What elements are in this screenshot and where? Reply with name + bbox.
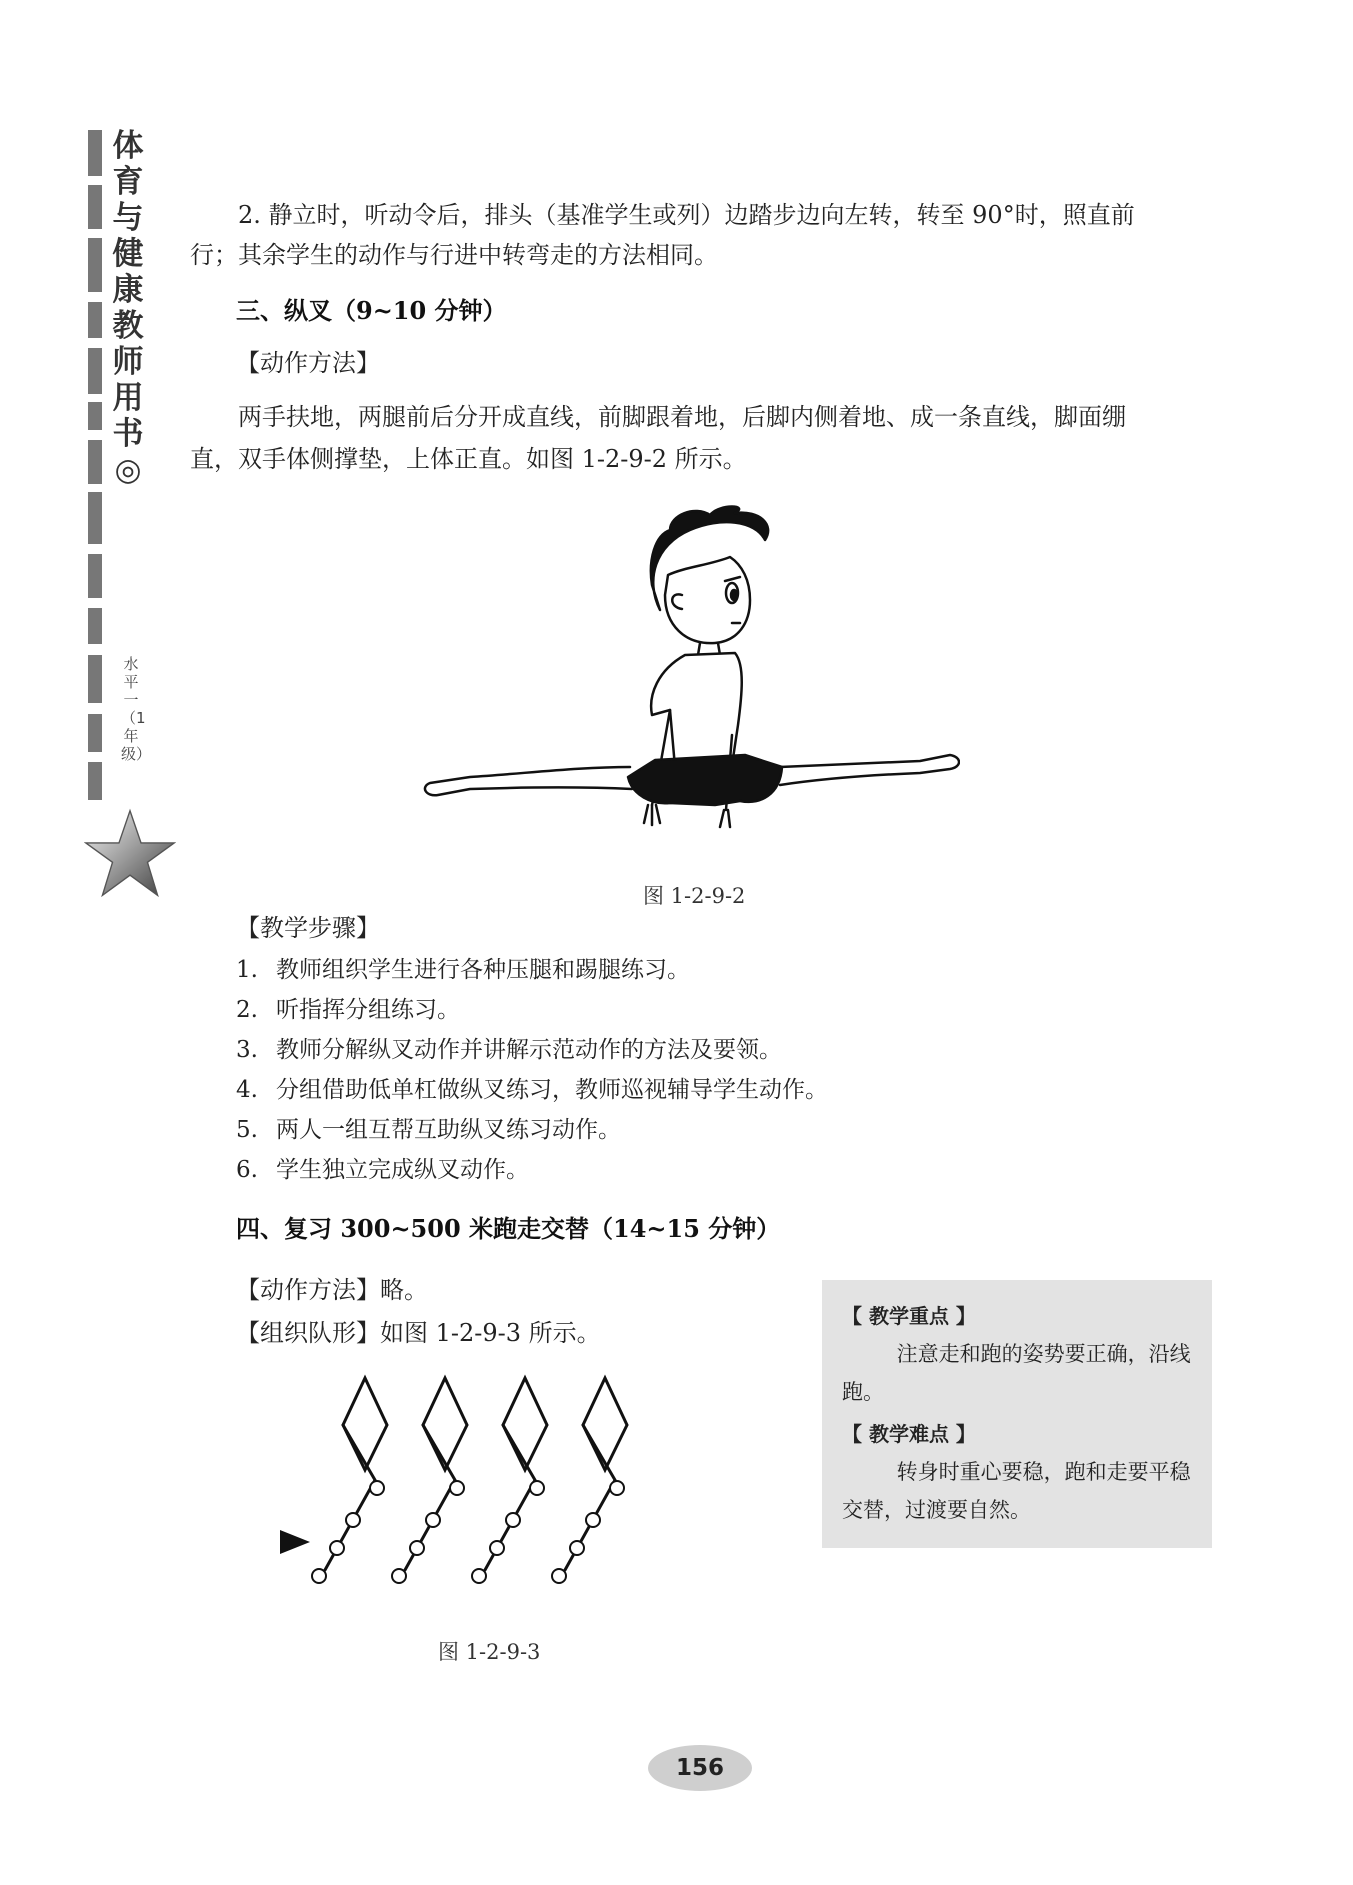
figure-2-caption: 图 1-2-9-3 (438, 1640, 541, 1664)
formation-lane (392, 1378, 467, 1583)
direction-arrow-icon (280, 1530, 310, 1554)
section-3-heading: 三、纵叉（9~10 分钟） (236, 296, 507, 325)
list-item: 3. 教师分解纵叉动作并讲解示范动作的方法及要领。 (236, 1037, 782, 1063)
sidebar-decorative-bars (88, 130, 102, 800)
list-item: 6. 学生独立完成纵叉动作。 (236, 1157, 529, 1183)
formation-lane (312, 1378, 387, 1583)
student-marker (610, 1481, 624, 1495)
list-item: 2. 听指挥分组练习。 (236, 997, 460, 1023)
key-points-box (822, 1280, 1212, 1548)
student-marker (346, 1513, 360, 1527)
student-marker (472, 1569, 486, 1583)
grade-level-label: 水平一（1年级） (121, 655, 152, 763)
list-item: 5. 两人一组互帮互助纵叉练习动作。 (236, 1117, 621, 1143)
student-marker (490, 1541, 504, 1555)
turn-diamond (503, 1378, 547, 1470)
method-line2: 直，双手体侧撑垫，上体正直。如图 1-2-9-2 所示。 (190, 445, 747, 473)
student-marker (410, 1541, 424, 1555)
turn-diamond (343, 1378, 387, 1470)
formation-lane (552, 1378, 627, 1583)
method2-label: 【动作方法】 (236, 1276, 380, 1304)
difficulty-heading: 【 教学难点 】 (842, 1422, 976, 1446)
method2-row (236, 1275, 428, 1305)
formation-text: 如图 1-2-9-3 所示。 (380, 1319, 601, 1347)
formation-row (236, 1318, 601, 1348)
student-marker (392, 1569, 406, 1583)
method-label: 【动作方法】 (236, 349, 380, 377)
formation-lane (472, 1378, 547, 1583)
turn-diamond (423, 1378, 467, 1470)
student-marker (450, 1481, 464, 1495)
book-title: 体育与健康教师用书◎ (112, 128, 144, 488)
difficulty-text: 转身时重心要稳，跑和走要平稳交替，过渡要自然。 (842, 1460, 1191, 1522)
formation-label: 【组织队形】 (236, 1319, 380, 1347)
paragraph-2-line2: 行；其余学生的动作与行进中转弯走的方法相同。 (190, 241, 718, 269)
page-number: 156 (648, 1745, 752, 1791)
turn-diamond (583, 1378, 627, 1470)
star-icon (84, 808, 176, 900)
split-illustration (420, 505, 960, 830)
section-4-heading: 四、复习 300~500 米跑走交替（14~15 分钟） (236, 1214, 781, 1243)
student-marker (312, 1569, 326, 1583)
focus-text: 注意走和跑的姿势要正确，沿线跑。 (842, 1342, 1191, 1404)
teaching-steps-list (236, 950, 828, 1190)
student-marker (370, 1481, 384, 1495)
method2-text: 略。 (380, 1276, 428, 1304)
figure-1-caption: 图 1-2-9-2 (643, 884, 746, 908)
list-item: 4. 分组借助低单杠做纵叉练习，教师巡视辅导学生动作。 (236, 1077, 828, 1103)
student-marker (330, 1541, 344, 1555)
student-marker (570, 1541, 584, 1555)
student-marker (530, 1481, 544, 1495)
student-marker (552, 1569, 566, 1583)
list-item: 1. 教师组织学生进行各种压腿和踢腿练习。 (236, 957, 690, 983)
steps-label: 【教学步骤】 (236, 914, 380, 942)
student-marker (426, 1513, 440, 1527)
focus-heading: 【 教学重点 】 (842, 1304, 976, 1328)
method-line1: 两手扶地，两腿前后分开成直线，前脚跟着地，后脚内侧着地、成一条直线，脚面绷 (238, 403, 1126, 431)
student-marker (586, 1513, 600, 1527)
student-marker (506, 1513, 520, 1527)
formation-diagram (275, 1370, 705, 1600)
paragraph-2-line1: 2. 静立时，听动令后，排头（基准学生或列）边踏步边向左转，转至 90°时，照直前 (238, 201, 1135, 229)
